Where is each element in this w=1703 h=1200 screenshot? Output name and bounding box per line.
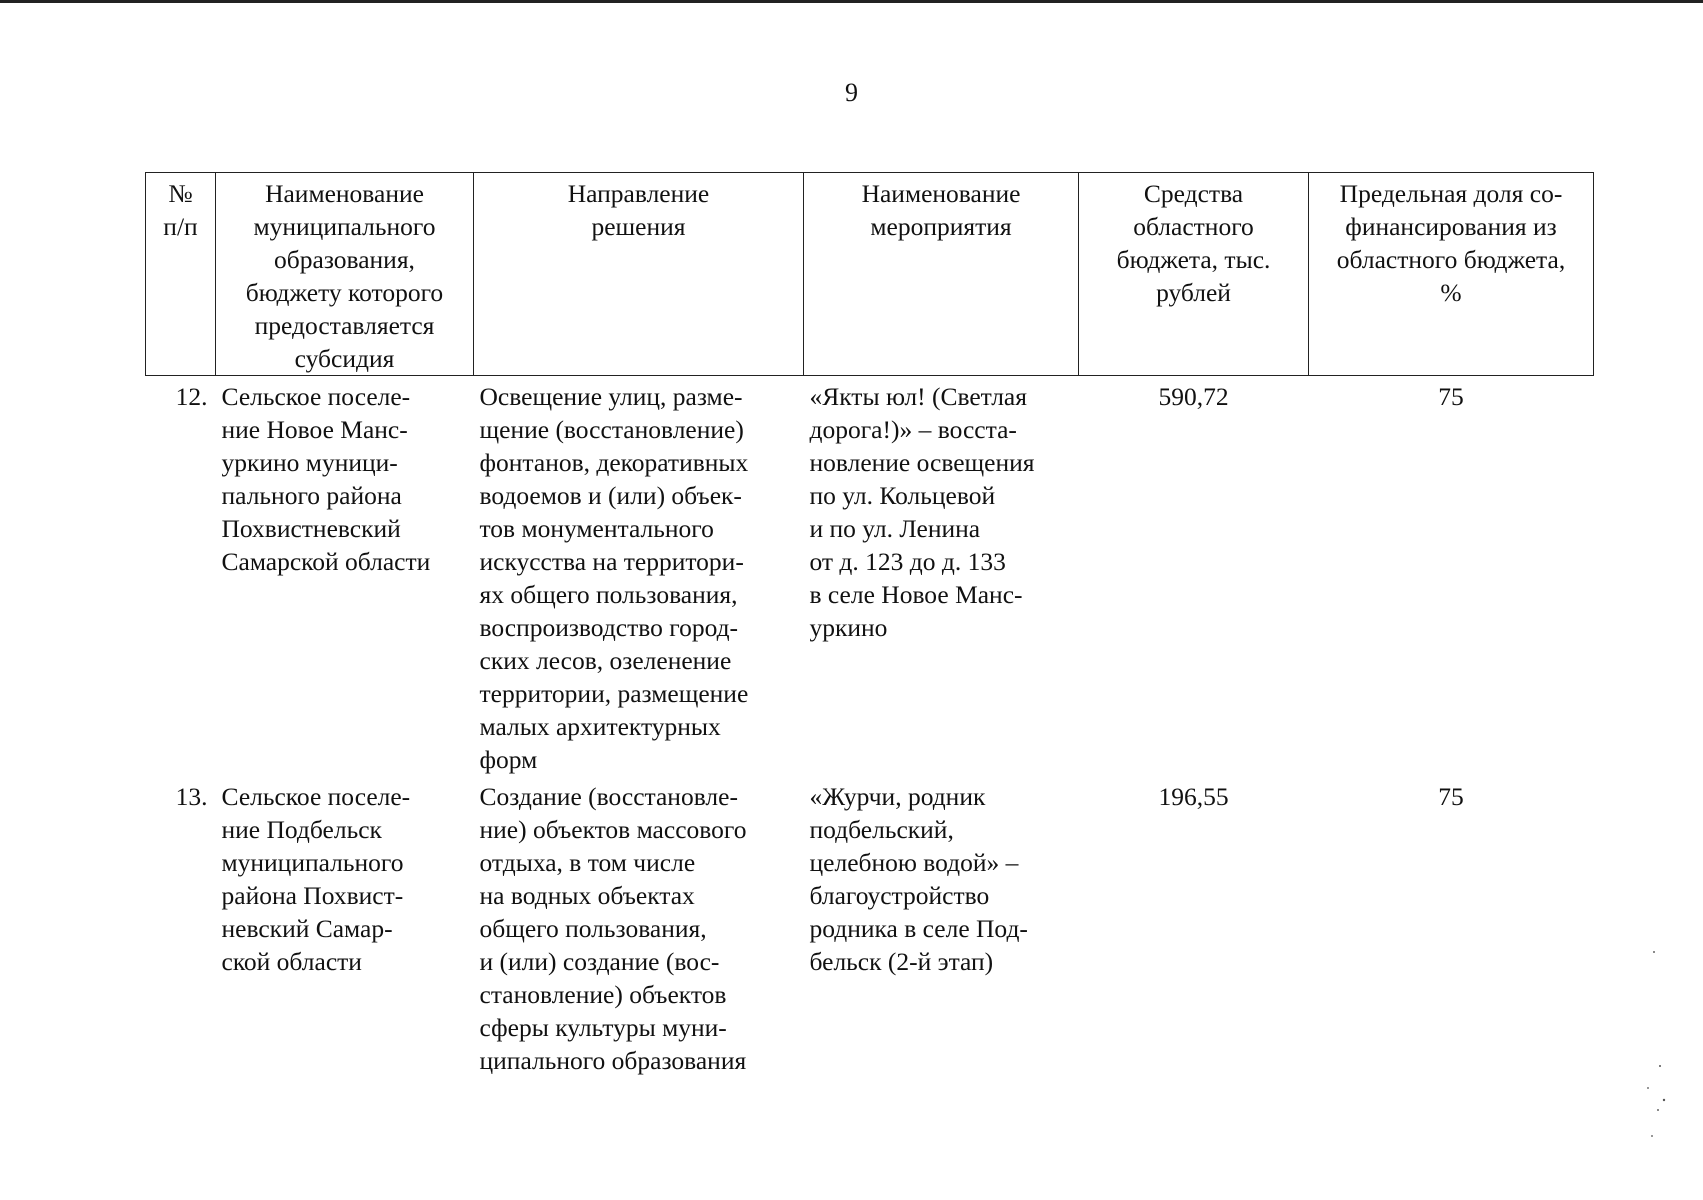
municipality-cell: [216, 776, 474, 1077]
header-line: Предельная доля со-: [1339, 179, 1563, 208]
municipality-line: пального района: [221, 481, 402, 510]
header-line: Направление: [567, 179, 710, 208]
direction-cell: [474, 376, 804, 777]
header-line: предоставляется: [254, 311, 435, 340]
subsidy-table: [145, 172, 1594, 1077]
direction-line: водоемов и (или) объек-: [479, 481, 742, 510]
header-line: образования,: [274, 245, 415, 274]
direction-line: воспроизводство город-: [479, 613, 739, 642]
event-line: подбельский,: [809, 815, 954, 844]
direction-line: щение (восстановление): [479, 415, 744, 444]
header-line: муниципального: [253, 212, 436, 241]
municipality-line: района Похвист-: [221, 881, 404, 910]
header-line: Наименование: [265, 179, 424, 208]
table-row: [146, 776, 1594, 1077]
direction-line: территории, размещение: [479, 679, 749, 708]
header-line: мероприятия: [870, 212, 1012, 241]
event-line: в селе Новое Манс-: [809, 580, 1023, 609]
scan-noise-specks: [1640, 940, 1680, 1160]
funds-cell: 590,72: [1158, 382, 1229, 411]
page-top-edge: [0, 0, 1703, 3]
event-line: от д. 123 до д. 133: [809, 547, 1006, 576]
event-line: дорога!)» – восста-: [809, 415, 1017, 444]
direction-line: ние) объектов массового: [479, 815, 747, 844]
event-line: бельск (2-й этап): [809, 947, 994, 976]
event-line: родника в селе Под-: [809, 914, 1028, 943]
header-line: решения: [591, 212, 686, 241]
header-line: бюджету которого: [245, 278, 444, 307]
table-header-row: [146, 173, 1594, 376]
header-direction: [474, 173, 804, 376]
header-line: Средства: [1143, 179, 1244, 208]
direction-line: становление) объектов: [479, 980, 727, 1009]
direction-line: на водных объектах: [479, 881, 695, 910]
row-number: 12.: [175, 382, 208, 411]
header-line: рублей: [1156, 278, 1231, 307]
page-number: 9: [845, 78, 858, 107]
header-municipality: [216, 173, 474, 376]
event-line: «Журчи, родник: [809, 782, 986, 811]
header-share: [1309, 173, 1594, 376]
event-line: «Якты юл! (Светлая: [809, 382, 1027, 411]
municipality-line: Сельское поселе-: [221, 782, 411, 811]
direction-line: сферы культуры муни-: [479, 1013, 727, 1042]
event-line: благоустройство: [809, 881, 990, 910]
direction-line: Создание (восстановле-: [479, 782, 738, 811]
event-line: целебною водой» –: [809, 848, 1019, 877]
municipality-line: муниципального: [221, 848, 404, 877]
direction-line: искусства на территори-: [479, 547, 744, 576]
header-funds: [1079, 173, 1309, 376]
direction-cell: [474, 776, 804, 1077]
municipality-line: Самарской области: [221, 547, 431, 576]
funds-cell: 196,55: [1158, 782, 1229, 811]
direction-line: ципального образования: [479, 1046, 747, 1075]
direction-line: тов монументального: [479, 514, 714, 543]
municipality-line: невский Самар-: [221, 914, 393, 943]
event-line: уркино: [809, 613, 888, 642]
header-line: областного бюджета,: [1336, 245, 1566, 274]
direction-line: отдыха, в том числе: [479, 848, 696, 877]
header-line: субсидия: [294, 344, 395, 373]
header-line: Наименование: [861, 179, 1021, 208]
municipality-line: ние Подбельск: [221, 815, 382, 844]
event-line: по ул. Кольцевой: [809, 481, 996, 510]
municipality-line: Сельское поселе-: [221, 382, 411, 411]
direction-line: и (или) создание (вос-: [479, 947, 720, 976]
direction-line: фонтанов, декоративных: [479, 448, 749, 477]
event-line: и по ул. Ленина: [809, 514, 981, 543]
municipality-line: ской области: [221, 947, 362, 976]
event-cell: [804, 376, 1079, 777]
header-line: %: [1440, 278, 1462, 307]
header-num: [146, 173, 216, 376]
direction-line: форм: [479, 745, 538, 774]
header-line: областного: [1133, 212, 1254, 241]
municipality-cell: [216, 376, 474, 777]
header-line: бюджета, тыс.: [1116, 245, 1271, 274]
share-cell: 75: [1438, 782, 1464, 811]
table-row: [146, 376, 1594, 777]
municipality-line: уркино муници-: [221, 448, 398, 477]
header-event: [804, 173, 1079, 376]
header-line: №: [168, 179, 193, 208]
event-line: новление освещения: [809, 448, 1035, 477]
direction-line: ских лесов, озеленение: [479, 646, 732, 675]
municipality-line: Похвистневский: [221, 514, 401, 543]
header-line: п/п: [163, 212, 198, 241]
header-line: финансирования из: [1345, 212, 1557, 241]
municipality-line: ние Новое Манс-: [221, 415, 408, 444]
row-number: 13.: [175, 782, 208, 811]
share-cell: 75: [1438, 382, 1464, 411]
direction-line: малых архитектурных: [479, 712, 721, 741]
event-cell: [804, 776, 1079, 1077]
direction-line: ях общего пользования,: [479, 580, 738, 609]
direction-line: Освещение улиц, разме-: [479, 382, 743, 411]
direction-line: общего пользования,: [479, 914, 707, 943]
